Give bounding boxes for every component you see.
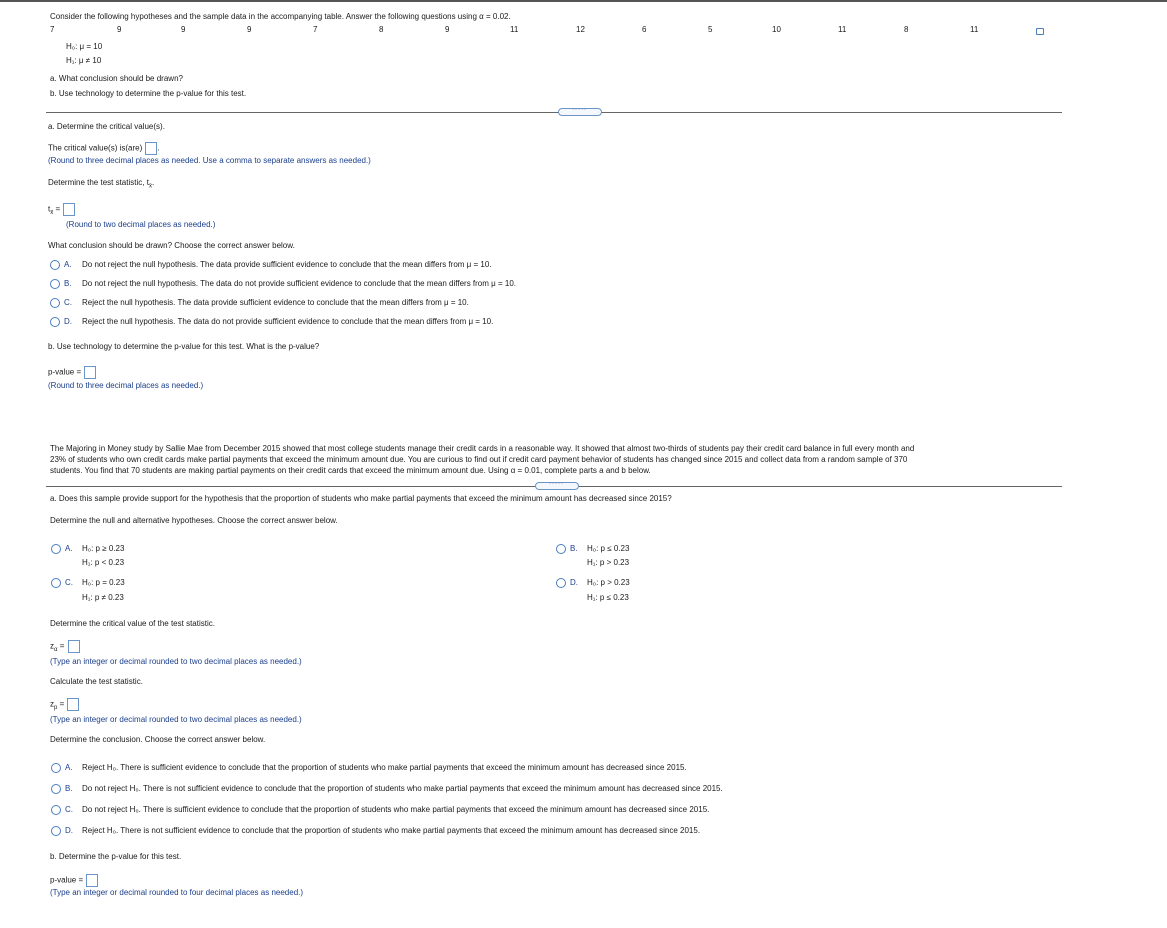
crit-prompt: Determine the critical value of the test statistic. [50,619,215,628]
concl-c-radio[interactable] [51,805,61,815]
data-cell: 11 [970,25,979,34]
data-cell: 9 [247,25,252,34]
tx-row: $t_{x̄}$ = [48,203,75,218]
q1-part-b: b. Use technology to determine the p-value for this test. [50,89,247,98]
hyp-c-h0[interactable]: H₀: p = 0.23 [82,578,125,587]
q2-intro-line3: students. You find that 70 students are making partial payments on their credit cards that exceed the minimum amount due. Using α = 0.01, complete parts a and b below. [50,466,651,475]
data-cell: 11 [510,25,519,34]
expand-button[interactable]: ····· [558,108,602,116]
pvalue-hint: (Round to three decimal places as needed.) [48,381,204,390]
hyp-a-letter: A. [65,544,73,553]
data-cell: 8 [379,25,384,34]
concl-a-text[interactable]: Reject H₀. There is sufficient evidence to conclude that the proportion of students who make partial payments that exceed the minimum amount has decreased since 2015. [82,763,687,772]
test-z-input[interactable] [67,698,79,711]
calc-prompt: Calculate the test statistic. [50,677,143,686]
top-border [0,0,1167,2]
data-cell: 5 [708,25,713,34]
concl-d-radio[interactable] [51,826,61,836]
hyp-c-radio[interactable] [51,578,61,588]
q1-intro: Consider the following hypotheses and the sample data in the accompanying table. Answer the following questions using α = 0.02. [50,12,511,21]
q1-b-heading: b. Use technology to determine the p-value for this test. What is the p-value? [48,342,320,351]
data-cell: 8 [904,25,909,34]
option-c-letter: C. [64,298,72,307]
option-c-radio[interactable] [50,298,60,308]
q2-pvalue-row: p-value = [50,874,98,887]
critical-value-input[interactable] [145,142,157,155]
concl-d-text[interactable]: Reject H₀. There is not sufficient evidence to conclude that the proportion of students who make partial payments that exceed the minimum amount has decreased since 2015. [82,826,701,835]
conclusion-prompt: What conclusion should be drawn? Choose the correct answer below. [48,241,295,250]
expand-button[interactable]: ····· [535,482,579,490]
hyp-a-h0[interactable]: H₀: p ≥ 0.23 [82,544,125,553]
q2-intro-line2: 23% of students who own credit cards make partial payments that exceed the minimum amount due. You are curious to find out if credit card payment behavior of students has changed since 2015 and collect data from a random sample of 370 [50,455,908,464]
hyp-b-h1[interactable]: H₁: p > 0.23 [587,558,630,567]
critical-value-row: The critical value(s) is(are) . [48,142,160,155]
pvalue-row: p-value = [48,366,96,379]
divider [46,112,1062,113]
q2-b-heading: b. Determine the p-value for this test. [50,852,182,861]
data-cell: 11 [838,25,847,34]
data-cell: 12 [576,25,585,34]
q2-intro-line1: The Majoring in Money study by Sallie Mae from December 2015 showed that most college students manage their credit cards in a reasonable way. It showed that almost two-thirds of students pay their credit card balance in full every month and [50,444,915,453]
q1-a-heading: a. Determine the critical value(s). [48,122,165,131]
test-statistic-input[interactable] [63,203,75,216]
hyp-d-h0[interactable]: H₀: p > 0.23 [587,578,630,587]
option-d-radio[interactable] [50,317,60,327]
hyp-d-radio[interactable] [556,578,566,588]
data-cell: 7 [50,25,55,34]
copy-data-icon[interactable] [1036,28,1044,35]
za-row: $z_\alpha$ = [50,640,80,655]
hyp-b-radio[interactable] [556,544,566,554]
concl-b-radio[interactable] [51,784,61,794]
data-cell: 9 [181,25,186,34]
q2-a-heading: a. Does this sample provide support for the hypothesis that the proportion of students who make partial payments that exceed the minimum amount has decreased since 2015? [50,494,672,503]
option-b-text[interactable]: Do not reject the null hypothesis. The data do not provide sufficient evidence to conclude that the mean differs from μ = 10. [82,279,516,288]
hyp-a-radio[interactable] [51,544,61,554]
concl-c-letter: C. [65,805,73,814]
hyp-b-letter: B. [570,544,578,553]
tx-hint: (Round to two decimal places as needed.) [66,220,216,229]
q1-part-a: a. What conclusion should be drawn? [50,74,183,83]
q2-pvalue-input[interactable] [86,874,98,887]
critical-z-input[interactable] [68,640,80,653]
option-a-letter: A. [64,260,72,269]
concl-b-letter: B. [65,784,73,793]
data-cell: 7 [313,25,318,34]
q2-conclusion-prompt: Determine the conclusion. Choose the correct answer below. [50,735,266,744]
concl-b-text[interactable]: Do not reject H₀. There is not sufficient evidence to conclude that the proportion of students who make partial payments that exceed the minimum amount has decreased since 2015. [82,784,723,793]
q1-h1: H₁: μ ≠ 10 [66,56,102,65]
hyp-b-h0[interactable]: H₀: p ≤ 0.23 [587,544,630,553]
q2-pvalue-hint: (Type an integer or decimal rounded to four decimal places as needed.) [50,888,304,897]
hyp-a-h1[interactable]: H₁: p < 0.23 [82,558,125,567]
test-stat-prompt: Determine the test statistic, $t_{x̄}$. [48,178,155,190]
hyp-c-letter: C. [65,578,73,587]
option-a-text[interactable]: Do not reject the null hypothesis. The data provide sufficient evidence to conclude that the mean differs from μ = 10. [82,260,492,269]
concl-d-letter: D. [65,826,73,835]
zp-hint: (Type an integer or decimal rounded to two decimal places as needed.) [50,715,302,724]
hyp-d-h1[interactable]: H₁: p ≤ 0.23 [587,593,629,602]
concl-c-text[interactable]: Do not reject H₀. There is sufficient evidence to conclude that the proportion of students who make partial payments that exceed the minimum amount has decreased since 2015. [82,805,710,814]
data-cell: 9 [445,25,450,34]
option-d-text[interactable]: Reject the null hypothesis. The data do not provide sufficient evidence to conclude that the mean differs from μ = 10. [82,317,494,326]
option-b-letter: B. [64,279,72,288]
option-d-letter: D. [64,317,72,326]
concl-a-radio[interactable] [51,763,61,773]
concl-a-letter: A. [65,763,73,772]
option-a-radio[interactable] [50,260,60,270]
hyp-d-letter: D. [570,578,578,587]
za-hint: (Type an integer or decimal rounded to two decimal places as needed.) [50,657,302,666]
data-cell: 9 [117,25,122,34]
critical-value-hint: (Round to three decimal places as needed. Use a comma to separate answers as needed.) [48,156,371,165]
option-b-radio[interactable] [50,279,60,289]
q1-h0: H₀: μ = 10 [66,42,103,51]
pvalue-input[interactable] [84,366,96,379]
hyp-c-h1[interactable]: H₁: p ≠ 0.23 [82,593,124,602]
data-cell: 6 [642,25,647,34]
option-c-text[interactable]: Reject the null hypothesis. The data provide sufficient evidence to conclude that the mean differs from μ = 10. [82,298,469,307]
hyp-prompt: Determine the null and alternative hypotheses. Choose the correct answer below. [50,516,338,525]
zp-row: $z_p$ = [50,698,79,713]
data-cell: 10 [772,25,781,34]
